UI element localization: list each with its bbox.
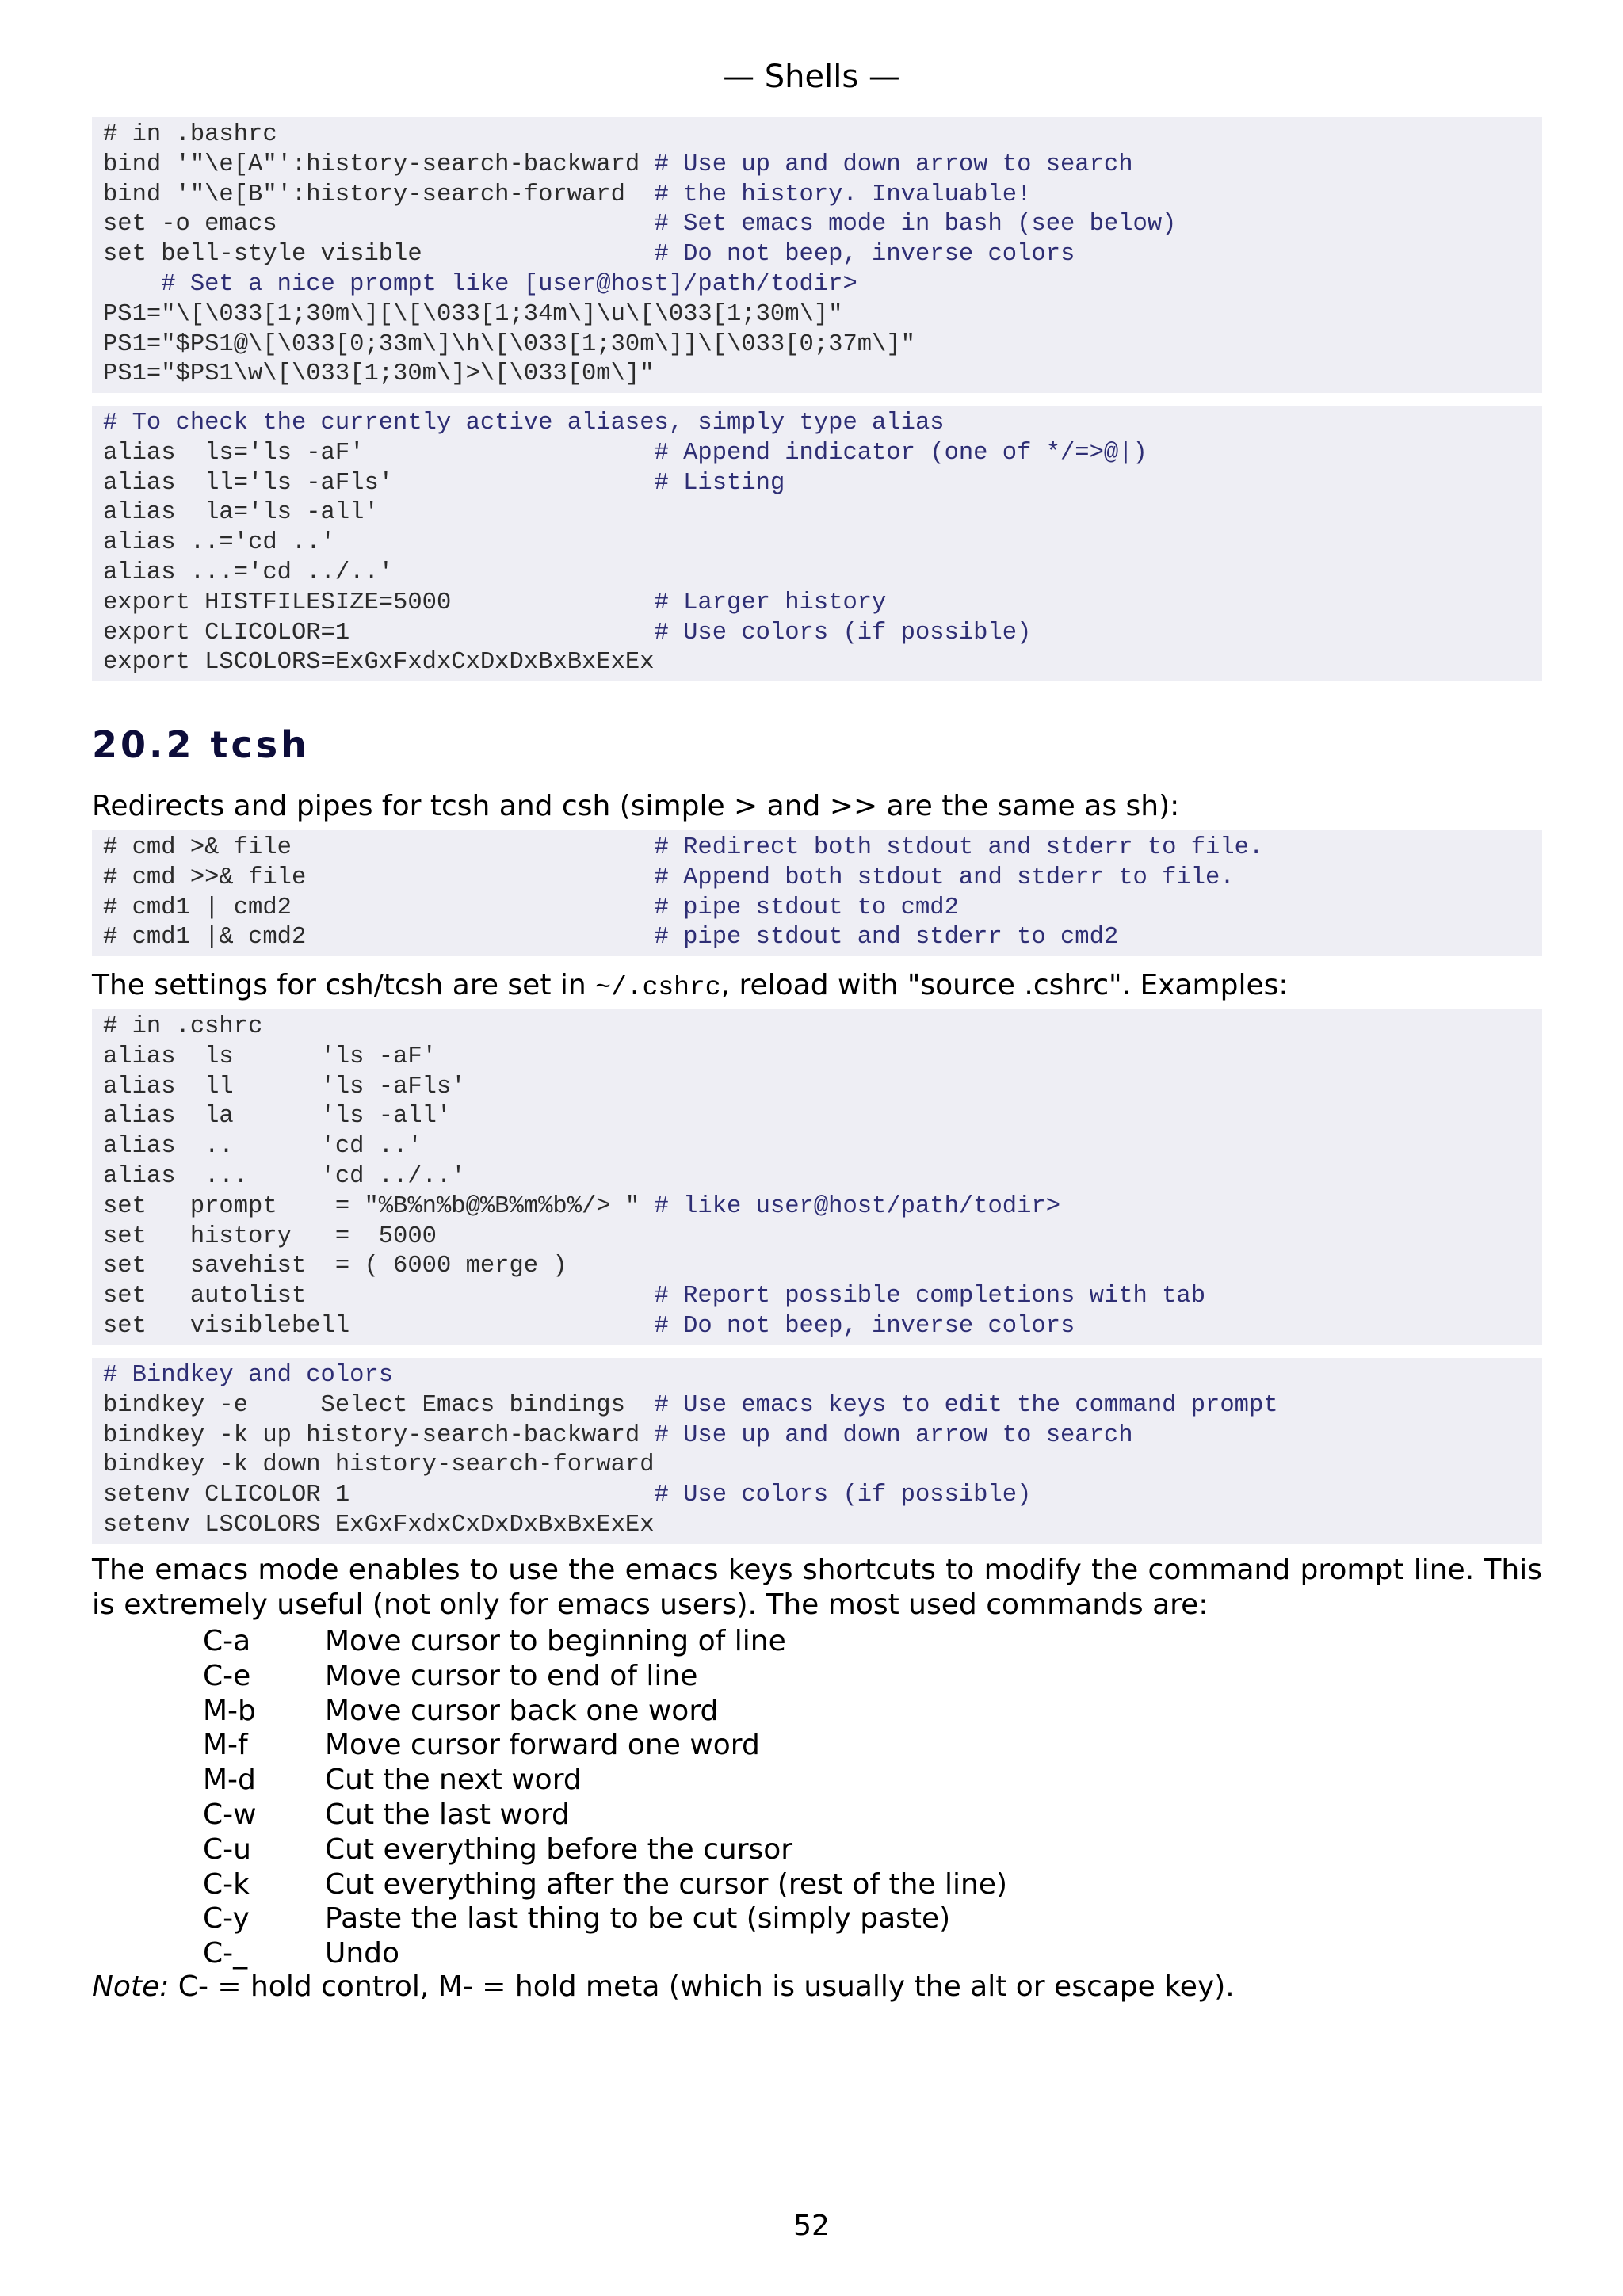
code-text: bindkey -e Select Emacs bindings <box>103 1391 655 1419</box>
note-label: Note: <box>92 1970 170 2003</box>
code-line <box>103 1043 1531 1073</box>
code-comment: # Report possible completions with tab <box>654 1283 1206 1310</box>
emacs-key: C-a <box>203 1625 251 1657</box>
emacs-key-row <box>203 1763 1007 1798</box>
page-number: 52 <box>793 2210 830 2242</box>
emacs-key-description: Cut the last word <box>325 1798 570 1831</box>
code-block-bindkey <box>92 1358 1542 1544</box>
code-comment: # pipe stdout and stderr to cmd2 <box>654 924 1119 952</box>
code-text: set savehist = ( 6000 merge ) <box>103 1253 567 1280</box>
note-line <box>92 1970 1235 2004</box>
code-line <box>103 1391 1531 1421</box>
emacs-key-row <box>203 1624 1007 1659</box>
code-text: alias la 'ls -all' <box>103 1103 452 1131</box>
code-comment: # Do not beep, inverse colors <box>654 241 1075 269</box>
emacs-key: M-b <box>203 1694 256 1727</box>
code-line <box>103 360 1531 390</box>
code-comment: # the history. Invaluable! <box>654 181 1032 208</box>
code-text: # cmd1 | cmd2 <box>103 894 655 921</box>
code-text: PS1="\[\033[1;30m\][\[\033[1;34m\]\u\[\033[1;30m\]" <box>103 300 843 328</box>
code-line <box>103 1451 1531 1481</box>
code-line <box>103 528 1531 559</box>
code-line <box>103 1421 1531 1451</box>
code-text: setenv CLICOLOR 1 <box>103 1482 655 1509</box>
code-text: alias ll 'ls -aFls' <box>103 1073 466 1100</box>
code-line <box>103 498 1531 528</box>
emacs-key: C-k <box>203 1867 250 1901</box>
code-comment: # To check the currently active aliases, simply type alias <box>103 410 945 437</box>
code-line <box>103 1312 1531 1342</box>
code-line <box>103 1102 1531 1132</box>
code-comment: # Do not beep, inverse colors <box>654 1312 1075 1340</box>
code-comment: # Use up and down arrow to search <box>654 151 1133 178</box>
code-block-bashrc-bindings <box>92 117 1542 393</box>
code-line <box>103 833 1531 864</box>
emacs-key-row <box>203 1694 1007 1729</box>
emacs-key: C-_ <box>203 1937 248 1970</box>
code-text: alias ll='ls -aFls' <box>103 469 655 497</box>
emacs-key: C-y <box>203 1902 250 1936</box>
code-text: PS1="$PS1@\[\033[0;33m\]\h\[\033[1;30m\]]\[\033[0;37m\]" <box>103 330 915 358</box>
code-line <box>103 923 1531 953</box>
code-text: set visiblebell <box>103 1312 655 1340</box>
emacs-key-list <box>203 1624 1007 1971</box>
code-text: alias ... 'cd ../..' <box>103 1162 466 1190</box>
code-text: alias ...='cd ../..' <box>103 559 394 586</box>
code-line <box>103 120 1531 151</box>
code-comment: # Append indicator (one of */=>@|) <box>654 439 1148 467</box>
code-text: alias ..='cd ..' <box>103 529 335 557</box>
emacs-key: C-u <box>203 1833 251 1866</box>
emacs-key-description: Move cursor back one word <box>325 1694 719 1727</box>
code-block-bashrc-aliases <box>92 406 1542 681</box>
code-line <box>103 151 1531 181</box>
paragraph-settings <box>92 968 1542 1005</box>
code-line <box>103 1222 1531 1253</box>
code-line <box>103 1162 1531 1192</box>
section-heading: 20.2 tcsh <box>92 723 310 766</box>
paragraph-redirects: Redirects and pipes for tcsh and csh (simple > and >> are the same as sh): <box>92 790 1180 822</box>
code-text: setenv LSCOLORS ExGxFxdxCxDxDxBxBxExEx <box>103 1511 655 1539</box>
code-comment: # Use colors (if possible) <box>654 1482 1032 1509</box>
code-comment: # Bindkey and colors <box>103 1362 394 1389</box>
code-line <box>103 439 1531 469</box>
code-line <box>103 864 1531 894</box>
emacs-key-row <box>203 1936 1007 1971</box>
cshrc-path: ~/.cshrc <box>595 973 721 1002</box>
code-text: export CLICOLOR=1 <box>103 619 655 646</box>
code-text: bindkey -k down history-search-forward <box>103 1451 655 1479</box>
emacs-key-row <box>203 1867 1007 1902</box>
code-text: bindkey -k up history-search-backward <box>103 1421 655 1449</box>
code-line <box>103 270 1531 300</box>
emacs-key-description: Cut everything before the cursor <box>325 1833 793 1866</box>
emacs-key: C-e <box>203 1659 251 1692</box>
code-block-cshrc <box>92 1009 1542 1345</box>
code-comment: # Use emacs keys to edit the command prompt <box>654 1391 1278 1419</box>
code-line <box>103 300 1531 330</box>
code-text: set prompt = "%B%n%b@%B%m%b%/> " <box>103 1192 655 1220</box>
code-text: alias la='ls -all' <box>103 499 379 527</box>
code-comment: # Listing <box>654 469 785 497</box>
code-line <box>103 1361 1531 1391</box>
code-text: alias ls 'ls -aF' <box>103 1043 437 1070</box>
emacs-key-description: Paste the last thing to be cut (simply paste) <box>325 1902 951 1936</box>
code-line <box>103 409 1531 439</box>
code-line <box>103 1132 1531 1162</box>
emacs-key-row <box>203 1901 1007 1936</box>
code-text: alias ls='ls -aF' <box>103 439 655 467</box>
code-text: # cmd >& file <box>103 834 655 861</box>
emacs-key-row <box>203 1659 1007 1694</box>
code-text: set bell-style visible <box>103 241 655 269</box>
code-line <box>103 1511 1531 1541</box>
emacs-key: C-w <box>203 1798 257 1831</box>
code-comment: # Set a nice prompt like [user@host]/path/todir> <box>161 270 857 298</box>
code-comment: # pipe stdout to cmd2 <box>654 894 959 921</box>
emacs-key: M-d <box>203 1764 256 1797</box>
code-text: set -o emacs <box>103 211 655 238</box>
code-line <box>103 559 1531 589</box>
code-text: bind '"\e[A"':history-search-backward <box>103 151 655 178</box>
code-text: export LSCOLORS=ExGxFxdxCxDxDxBxBxExEx <box>103 649 655 677</box>
code-comment: # Set emacs mode in bash (see below) <box>654 211 1177 238</box>
code-text: bind '"\e[B"':history-search-forward <box>103 181 655 208</box>
code-line <box>103 894 1531 924</box>
settings-text-before: The settings for csh/tcsh are set in <box>92 969 596 1001</box>
emacs-key-description: Move cursor to end of line <box>325 1659 698 1692</box>
code-text: # in .bashrc <box>103 121 277 148</box>
code-line <box>103 589 1531 619</box>
emacs-key-description: Move cursor forward one word <box>325 1729 760 1762</box>
code-line <box>103 1252 1531 1282</box>
code-comment: # like user@host/path/todir> <box>654 1192 1060 1220</box>
code-line <box>103 210 1531 240</box>
code-line <box>103 1013 1531 1043</box>
code-text <box>103 271 161 298</box>
code-line <box>103 1282 1531 1312</box>
emacs-key-description: Move cursor to beginning of line <box>325 1625 786 1657</box>
code-line <box>103 240 1531 270</box>
emacs-key-description: Cut the next word <box>325 1764 582 1797</box>
code-comment: # Use colors (if possible) <box>654 619 1032 646</box>
code-comment: # Larger history <box>654 589 887 616</box>
code-line <box>103 330 1531 360</box>
emacs-key-description: Undo <box>325 1937 400 1970</box>
code-line <box>103 1481 1531 1511</box>
code-comment: # Append both stdout and stderr to file. <box>654 864 1235 891</box>
code-text: # in .cshrc <box>103 1013 263 1040</box>
code-line <box>103 648 1531 678</box>
code-line <box>103 181 1531 211</box>
code-block-redirects <box>92 830 1542 956</box>
code-line <box>103 619 1531 649</box>
code-comment: # Use up and down arrow to search <box>654 1421 1133 1449</box>
code-text: # cmd1 |& cmd2 <box>103 924 655 952</box>
code-text: # cmd >>& file <box>103 864 655 891</box>
code-text: set autolist <box>103 1283 655 1310</box>
code-text: export HISTFILESIZE=5000 <box>103 589 655 616</box>
code-text: set history = 5000 <box>103 1222 437 1250</box>
emacs-key-row <box>203 1728 1007 1763</box>
code-text: PS1="$PS1\w\[\033[1;30m\]>\[\033[0m\]" <box>103 360 655 388</box>
settings-text-after: , reload with "source .cshrc". Examples: <box>720 969 1289 1001</box>
paragraph-emacs-mode: The emacs mode enables to use the emacs keys shortcuts to modify the command prompt line. This is extremely useful (not only for emacs users). The most used commands are: <box>92 1554 1542 1621</box>
emacs-key-description: Cut everything after the cursor (rest of the line) <box>325 1867 1008 1901</box>
code-line <box>103 469 1531 499</box>
code-line <box>103 1073 1531 1103</box>
code-line <box>103 1192 1531 1222</box>
code-comment: # Redirect both stdout and stderr to file. <box>654 834 1264 861</box>
emacs-key-row <box>203 1798 1007 1833</box>
running-header: — Shells — <box>723 59 900 95</box>
emacs-key: M-f <box>203 1729 248 1762</box>
note-text: C- = hold control, M- = hold meta (which is usually the alt or escape key). <box>169 1970 1235 2003</box>
code-text: alias .. 'cd ..' <box>103 1133 422 1161</box>
emacs-key-row <box>203 1833 1007 1867</box>
